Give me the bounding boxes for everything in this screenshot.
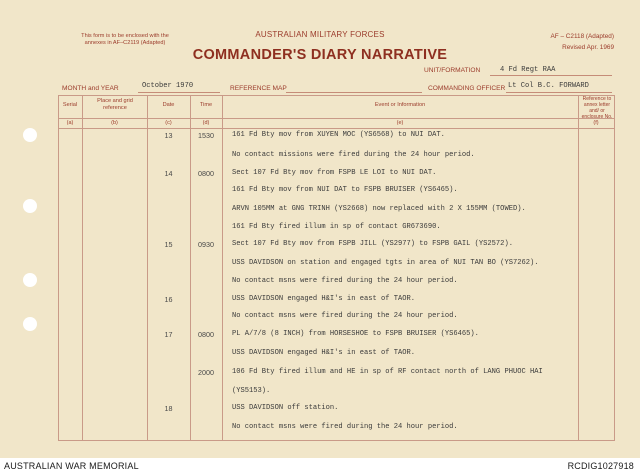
punch-hole (23, 317, 37, 331)
col-code-date: (c) (165, 120, 172, 126)
entry-time: 2000 (198, 368, 214, 377)
subheader-divider (58, 128, 615, 129)
unit-label: UNIT/FORMATION (424, 67, 481, 74)
entry-date: 15 (164, 240, 173, 249)
entry-date: 17 (164, 330, 173, 339)
form-number: AF – C2118 (Adapted) (550, 33, 614, 40)
entry-event: Sect 107 Fd Bty mov from FSPB LE LOI to NUI DAT. (232, 169, 437, 177)
month-value: October 1970 (142, 82, 194, 90)
entry-event: No contact missions were fired during the 24 hour period. (232, 151, 475, 159)
col-header-date: Date (162, 102, 175, 108)
entry-event: No contact msns were fired during the 24 hour period. (232, 277, 458, 285)
revision-note: Revised Apr. 1969 (562, 44, 614, 51)
col-code-serial: (a) (66, 120, 74, 126)
footer-record-id: RCDIG1027918 (567, 461, 634, 471)
col-border (578, 95, 579, 440)
map-underline (286, 92, 422, 93)
entry-event: (YS5153). (232, 387, 271, 395)
punch-hole (23, 273, 37, 287)
entry-date: 16 (164, 295, 173, 304)
reference-map-label: REFERENCE MAP (230, 85, 287, 92)
col-header-event: Event or Information (374, 102, 426, 108)
entry-event: USS DAVIDSON engaged H&I's in east of TAOR. (232, 295, 416, 303)
entry-date: 18 (164, 404, 173, 413)
commanding-officer-value: Lt Col B.C. FORWARD (508, 82, 589, 90)
col-border (147, 95, 148, 440)
col-header-time: Time (199, 102, 213, 108)
col-border (614, 95, 615, 440)
punch-hole (23, 199, 37, 213)
col-header-reference: Reference to annex letter and/ or enclosure No. (581, 96, 613, 120)
col-border (190, 95, 191, 440)
col-border (82, 95, 83, 440)
commanding-officer-label: COMMANDING OFFICER (428, 85, 506, 92)
unit-value: 4 Fd Regt RAA (500, 66, 556, 74)
entry-time: 0800 (198, 169, 214, 178)
entry-event: No contact msns were fired during the 24 hour period. (232, 423, 458, 431)
entry-event: USS DAVIDSON off station. (232, 404, 339, 412)
organization-heading: AUSTRALIAN MILITARY FORCES (255, 30, 385, 39)
col-code-reference: (f) (593, 120, 599, 126)
month-underline (138, 92, 220, 93)
entry-event: 161 Fd Bty mov from XUYEN MOC (YS6568) to NUI DAT. (232, 131, 445, 139)
entry-event: USS DAVIDSON on station and engaged tgts in area of NUI TAN BO (YS7262). (232, 259, 539, 267)
entry-event: 161 Fd Bty mov from NUI DAT to FSPB BRUISER (YS6465). (232, 186, 458, 194)
page-title: COMMANDER'S DIARY NARRATIVE (192, 47, 448, 63)
col-border (222, 95, 223, 440)
table-bottom-border (58, 440, 615, 441)
col-header-place: Place and grid reference (97, 98, 133, 111)
col-code-event: (e) (396, 120, 404, 126)
entry-time: 1530 (198, 131, 214, 140)
header-divider (58, 118, 615, 119)
entry-event: Sect 107 Fd Bty mov from FSPB JILL (YS2977) to FSPB GAIL (YS2572). (232, 240, 513, 248)
entry-event: USS DAVIDSON engaged H&I's in east of TAOR. (232, 349, 416, 357)
col-code-time: (d) (202, 120, 210, 126)
col-header-serial: Serial (62, 102, 78, 108)
co-underline (506, 92, 612, 93)
entry-event: 106 Fd Bty fired illum and HE in sp of RF contact north of LANG PHUOC HAI (232, 368, 543, 376)
table-top-border (58, 95, 615, 96)
entry-event: PL A/7/8 (8 INCH) from HORSESHOE to FSPB BRUISER (YS6465). (232, 330, 479, 338)
entry-event: No contact msns were fired during the 24 hour period. (232, 312, 458, 320)
month-label: MONTH and YEAR (62, 85, 119, 92)
entry-event: 161 Fd Bty fired illum in sp of contact GR673690. (232, 223, 441, 231)
unit-underline (490, 75, 612, 76)
entry-time: 0800 (198, 330, 214, 339)
form-note: This form is to be enclosed with the annexes in AF–C2119 (Adapted) (81, 33, 169, 46)
entry-event: ARVN 105MM at GNG TRINH (YS2668) now replaced with 2 X 155MM (TOWED). (232, 205, 526, 213)
entry-date: 13 (164, 131, 173, 140)
punch-hole (23, 128, 37, 142)
col-border (58, 95, 59, 440)
footer-archive-name: AUSTRALIAN WAR MEMORIAL (4, 461, 139, 471)
entry-date: 14 (164, 169, 173, 178)
col-code-place: (b) (111, 120, 118, 126)
entry-time: 0930 (198, 240, 214, 249)
